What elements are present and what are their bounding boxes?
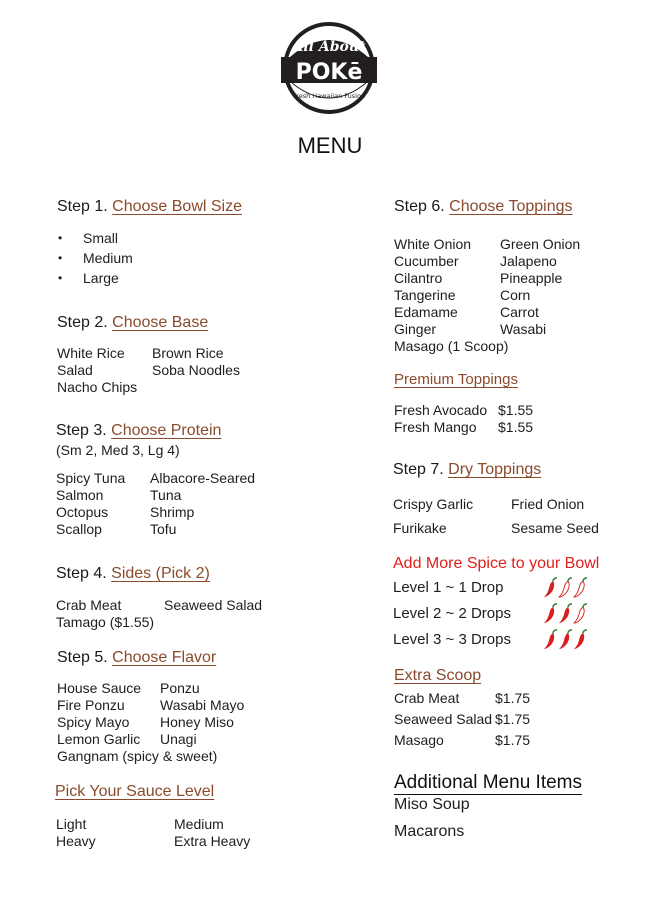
list-item: • Small <box>56 228 133 248</box>
list-item: Honey Miso <box>160 714 234 730</box>
spice-level-label: Level 1 ~ 1 Drop <box>393 578 504 596</box>
list-item: Light <box>56 816 87 832</box>
additional-item: Miso Soup <box>394 796 470 813</box>
list-item: Cilantro <box>394 270 443 286</box>
list-item: Heavy <box>56 833 96 849</box>
logo-line1: All About <box>292 39 366 55</box>
step2-heading <box>57 314 208 332</box>
list-item: Extra Heavy <box>174 833 251 849</box>
premium-list <box>394 402 533 436</box>
spice-levels <box>393 574 588 652</box>
step2-label: Choose Base <box>112 314 209 331</box>
spice-level-label: Level 3 ~ 3 Drops <box>393 630 511 648</box>
spice-heading: Add More Spice to your Bowl <box>393 555 600 572</box>
step5-prefix: Step 5. <box>57 649 108 666</box>
step4-heading <box>56 565 210 583</box>
chili-pepper-icon <box>558 602 573 624</box>
list-item: Furikake <box>393 520 447 536</box>
step7-label: Dry Toppings <box>448 461 542 478</box>
item-name: Masago <box>394 732 444 748</box>
step1-label: Choose Bowl Size <box>112 198 242 215</box>
chili-pepper-icon <box>558 628 573 650</box>
step2-prefix: Step 2. <box>57 314 108 331</box>
chili-pepper-icon <box>573 602 588 624</box>
list-item: Wasabi <box>500 321 547 337</box>
list-item: Fried Onion <box>511 496 585 512</box>
pepper-group <box>543 602 588 624</box>
sauce-level-heading <box>55 783 214 801</box>
list-item: Tofu <box>150 521 177 537</box>
list-item: Nacho Chips <box>57 379 138 395</box>
chili-pepper-icon <box>573 576 588 598</box>
list-item: Unagi <box>160 731 197 747</box>
spice-level-label: Level 2 ~ 2 Drops <box>393 604 511 622</box>
list-item: • Medium <box>56 248 133 268</box>
list-item: Fire Ponzu <box>57 697 125 713</box>
list-item: Gangnam (spicy & sweet) <box>57 748 218 764</box>
logo-tagline: Fresh Hawaiian Fusion <box>292 92 366 100</box>
protein-note: (Sm 2, Med 3, Lg 4) <box>56 442 180 458</box>
list-item: Tuna <box>150 487 182 503</box>
step6-heading <box>394 198 573 216</box>
item-price: $1.75 <box>495 732 531 748</box>
spice-level-row <box>393 600 588 626</box>
logo <box>278 21 380 115</box>
dry-toppings-list <box>393 492 599 540</box>
chili-pepper-icon <box>558 576 573 598</box>
list-item: Masago (1 Scoop) <box>394 338 509 354</box>
list-item: Corn <box>500 287 531 303</box>
chili-pepper-icon <box>543 628 558 650</box>
list-item: Seaweed Salad <box>164 597 263 613</box>
list-item: White Rice <box>57 345 125 361</box>
pepper-group <box>543 576 588 598</box>
list-item: • Large <box>56 268 133 288</box>
list-item: Wasabi Mayo <box>160 697 245 713</box>
pepper-group <box>543 628 588 650</box>
step5-heading <box>57 649 216 667</box>
list-item: Octopus <box>56 504 109 520</box>
sauce-level-list <box>56 816 250 850</box>
list-item: Crispy Garlic <box>393 496 474 512</box>
extra-scoop-heading: Extra Scoop <box>394 667 482 684</box>
item-price: $1.75 <box>495 711 531 727</box>
list-item: Carrot <box>500 304 539 320</box>
list-item: Lemon Garlic <box>57 731 141 747</box>
item-price: $1.55 <box>498 402 534 418</box>
sides-list <box>56 597 262 631</box>
list-item: Scallop <box>56 521 102 537</box>
protein-list <box>56 470 255 538</box>
list-item: Edamame <box>394 304 458 320</box>
list-item: Salmon <box>56 487 104 503</box>
chili-pepper-icon <box>573 628 588 650</box>
additional-items-heading: Additional Menu Items <box>394 772 582 793</box>
toppings-list <box>394 236 580 355</box>
item-name: Fresh Mango <box>394 419 477 435</box>
list-item: Salad <box>57 362 93 378</box>
list-item: Tamago ($1.55) <box>56 614 155 630</box>
extra-scoop-list <box>394 688 530 751</box>
list-item: Tangerine <box>394 287 456 303</box>
step3-prefix: Step 3. <box>56 422 107 439</box>
sauce-level-label: Pick Your Sauce Level <box>55 783 215 800</box>
flavor-list <box>57 680 244 765</box>
list-item: Brown Rice <box>152 345 224 361</box>
bowl-size-list <box>56 228 133 288</box>
list-item: Ponzu <box>160 680 200 696</box>
step6-label: Choose Toppings <box>449 198 573 215</box>
list-item: House Sauce <box>57 680 142 696</box>
spice-level-row <box>393 626 588 652</box>
step1-prefix: Step 1. <box>57 198 108 215</box>
chili-pepper-icon <box>543 576 558 598</box>
additional-item: Macarons <box>394 823 465 840</box>
logo-line2: POKē <box>295 60 363 85</box>
step7-heading <box>393 461 541 479</box>
step3-heading <box>56 422 221 440</box>
list-item: Jalapeno <box>500 253 557 269</box>
premium-toppings-heading: Premium Toppings <box>394 371 518 388</box>
list-item: Pineapple <box>500 270 563 286</box>
step7-prefix: Step 7. <box>393 461 444 478</box>
item-name: Fresh Avocado <box>394 402 488 418</box>
list-item: Cucumber <box>394 253 459 269</box>
list-item: White Onion <box>394 236 472 252</box>
step4-prefix: Step 4. <box>56 565 107 582</box>
list-item: Medium <box>174 816 224 832</box>
step6-prefix: Step 6. <box>394 198 445 215</box>
list-item: Crab Meat <box>56 597 122 613</box>
list-item: Sesame Seed <box>511 520 599 536</box>
step4-label: Sides (Pick 2) <box>111 565 210 582</box>
list-item: Spicy Tuna <box>56 470 126 486</box>
list-item: Shrimp <box>150 504 195 520</box>
base-list <box>57 345 240 396</box>
step3-label: Choose Protein <box>111 422 222 439</box>
list-item: Green Onion <box>500 236 581 252</box>
list-item: Spicy Mayo <box>57 714 130 730</box>
step1-heading <box>57 198 242 216</box>
page-title: MENU <box>297 133 363 158</box>
chili-pepper-icon <box>543 602 558 624</box>
item-price: $1.75 <box>495 690 531 706</box>
list-item: Soba Noodles <box>152 362 240 378</box>
list-item: Ginger <box>394 321 437 337</box>
list-item: Albacore-Seared <box>150 470 256 486</box>
item-price: $1.55 <box>498 419 534 435</box>
spice-level-row <box>393 574 588 600</box>
step5-label: Choose Flavor <box>112 649 217 666</box>
item-name: Crab Meat <box>394 690 460 706</box>
item-name: Seaweed Salad <box>394 711 493 727</box>
